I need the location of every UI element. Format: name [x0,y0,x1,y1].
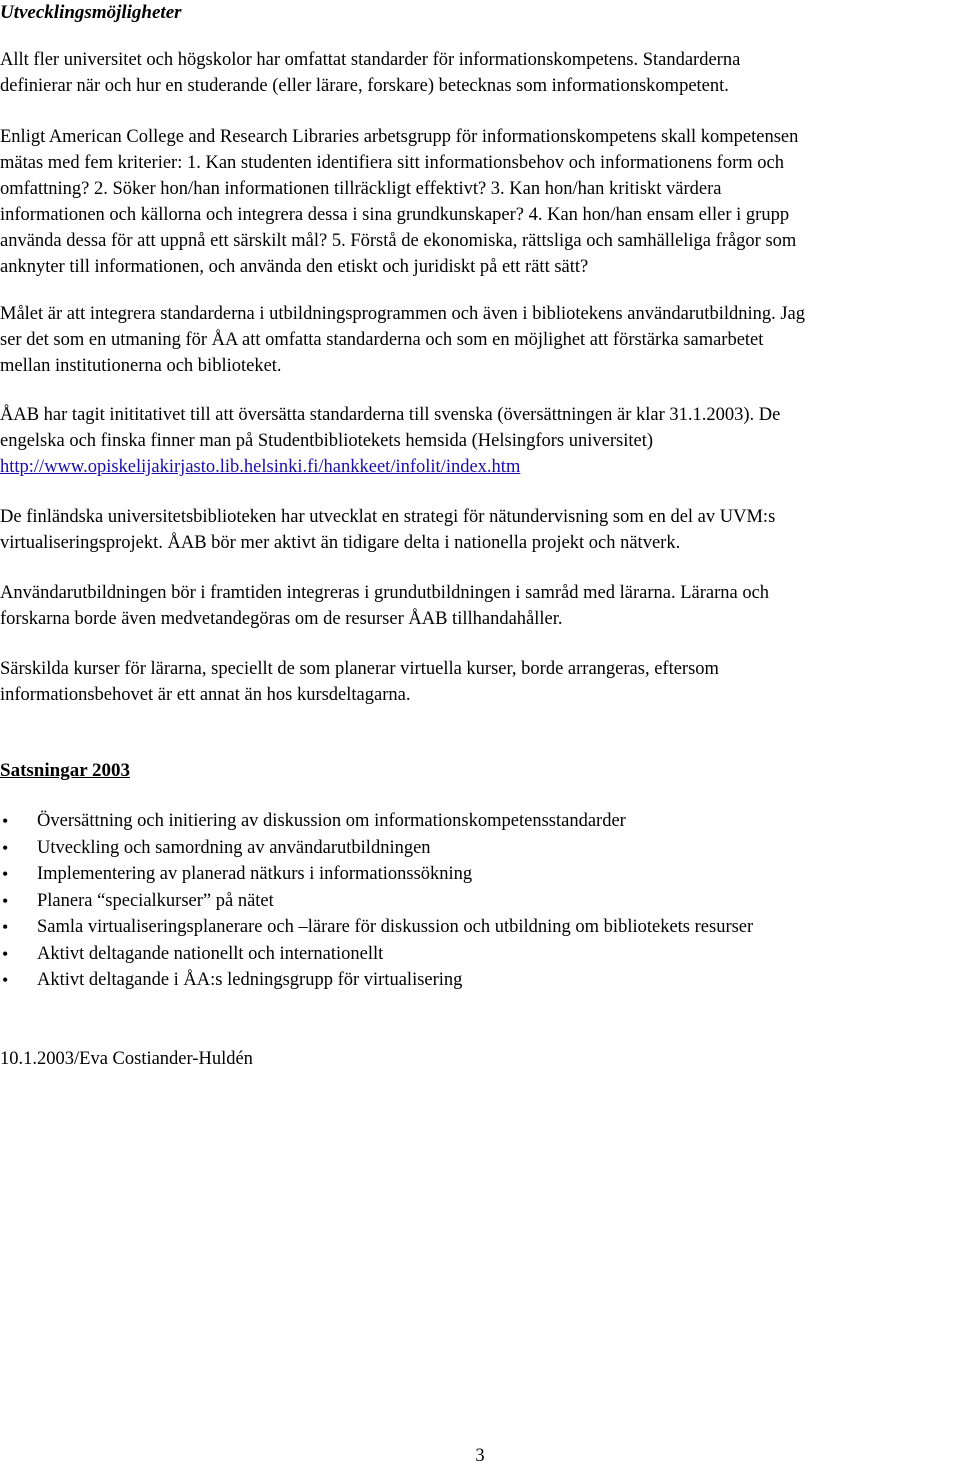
paragraph-acrl-criteria [0,124,960,280]
text-line: mellan institutionerna och biblioteket. [0,356,282,376]
paragraph-user-education [0,580,960,632]
list-item [0,967,753,994]
text-line: Särskilda kurser för lärarna, speciellt de som planerar virtuella kurser, borde arrangeras, eftersom [0,659,719,679]
text-line: omfattning? 2. Söker hon/han informationen tillräckligt effektivt? 3. Kan hon/han kritiskt värdera [0,179,722,199]
page-number: 3 [475,1446,485,1466]
studentbibliotek-link[interactable]: http://www.opiskelijakirjasto.lib.helsinki.fi/hankkeet/infolit/index.htm [0,457,521,477]
paragraph-strategy [0,504,960,556]
signature-date: 10.1.2003/Eva Costiander-Huldén [0,1049,253,1069]
bullet-icon: • [2,943,9,964]
bullet-icon: • [2,811,9,831]
list-item-text: Översättning och initiering av diskussion om informationskompetensstandarder [37,811,626,831]
text-line: Enligt American College and Research Libraries arbetsgrupp för informationskompetens skall kompetensen [0,127,799,147]
list-item-text: Aktivt deltagande i ÅA:s ledningsgrupp för virtualisering [37,970,463,990]
section-heading-utvecklingsmojligheter: Utvecklingsmöjligheter [0,2,182,23]
list-item [0,888,753,915]
list-item [0,861,753,888]
paragraph-goal [0,301,960,379]
text-line: mätas med fem kriterier: 1. Kan studenten identifiera sitt informationsbehov och informationens form och [0,153,784,173]
list-item [0,808,753,835]
text-line: engelska och finska finner man på Studentbibliotekets hemsida (Helsingfors universitet) [0,431,653,451]
text-line: Målet är att integrera standarderna i utbildningsprogrammen och även i bibliotekens användarutbildning. Jag [0,304,806,324]
text-line: Allt fler universitet och högskolor har omfattat standarder för informationskompetens. Standarderna [0,50,741,70]
text-line: ÅAB har tagit inititativet till att översätta standarderna till svenska (översättningen är klar 31.1.2003). De [0,405,781,425]
list-item [0,835,753,862]
bullet-icon: • [2,970,9,990]
paragraph-translation [0,402,960,480]
list-item-text: Utveckling och samordning av användarutbildningen [37,837,431,858]
text-line: forskarna borde även medvetandegöras om de resurser ÅAB tillhandahåller. [0,609,563,629]
paragraph-special-courses [0,656,960,708]
text-line-link-container [0,454,960,480]
text-line: ser det som en utmaning för ÅA att omfatta standarderna och som en möjlighet att förstärka samarbetet [0,330,764,350]
list-item-text: Implementering av planerad nätkurs i informationssökning [37,864,473,884]
bullet-icon: • [2,917,9,937]
list-item-text: Aktivt deltagande nationellt och internationellt [37,943,384,964]
text-line: virtualiseringsprojekt. ÅAB bör mer aktivt än tidigare delta i nationella projekt och nätverk. [0,533,681,553]
bullet-icon: • [2,890,9,911]
text-line: använda dessa för att uppnå ett särskilt mål? 5. Förstå de ekonomiska, rättsliga och samhälleliga frågor som [0,231,797,251]
text-line: informationen och källorna och integrera dessa i sina grundkunskaper? 4. Kan hon/han ensam eller i grupp [0,205,790,225]
bullet-icon: • [2,864,9,884]
paragraph-standards-intro [0,47,960,99]
text-line: informationsbehovet är ett annat än hos kursdeltagarna. [0,685,411,705]
list-item-text: Samla virtualiseringsplanerare och –lärare för diskussion och utbildning om bibliotekets resurser [37,917,754,937]
text-line: definierar när och hur en studerande (eller lärare, forskare) betecknas som informationskompetent. [0,76,729,96]
text-line: De finländska universitetsbiblioteken har utvecklat en strategi för nätundervisning som en del av UVM:s [0,507,776,527]
bullet-icon: • [2,837,9,858]
text-line: Användarutbildningen bör i framtiden integreras i grundutbildningen i samråd med lärarna. Lärarna och [0,583,770,603]
text-line: anknyter till informationen, och använda den etiskt och juridiskt på ett rätt sätt? [0,257,589,277]
list-item-text: Planera “specialkurser” på nätet [37,890,274,911]
list-item [0,914,753,941]
initiatives-list [0,808,753,994]
list-item [0,941,753,968]
section-heading-satsningar: Satsningar 2003 [0,760,131,781]
